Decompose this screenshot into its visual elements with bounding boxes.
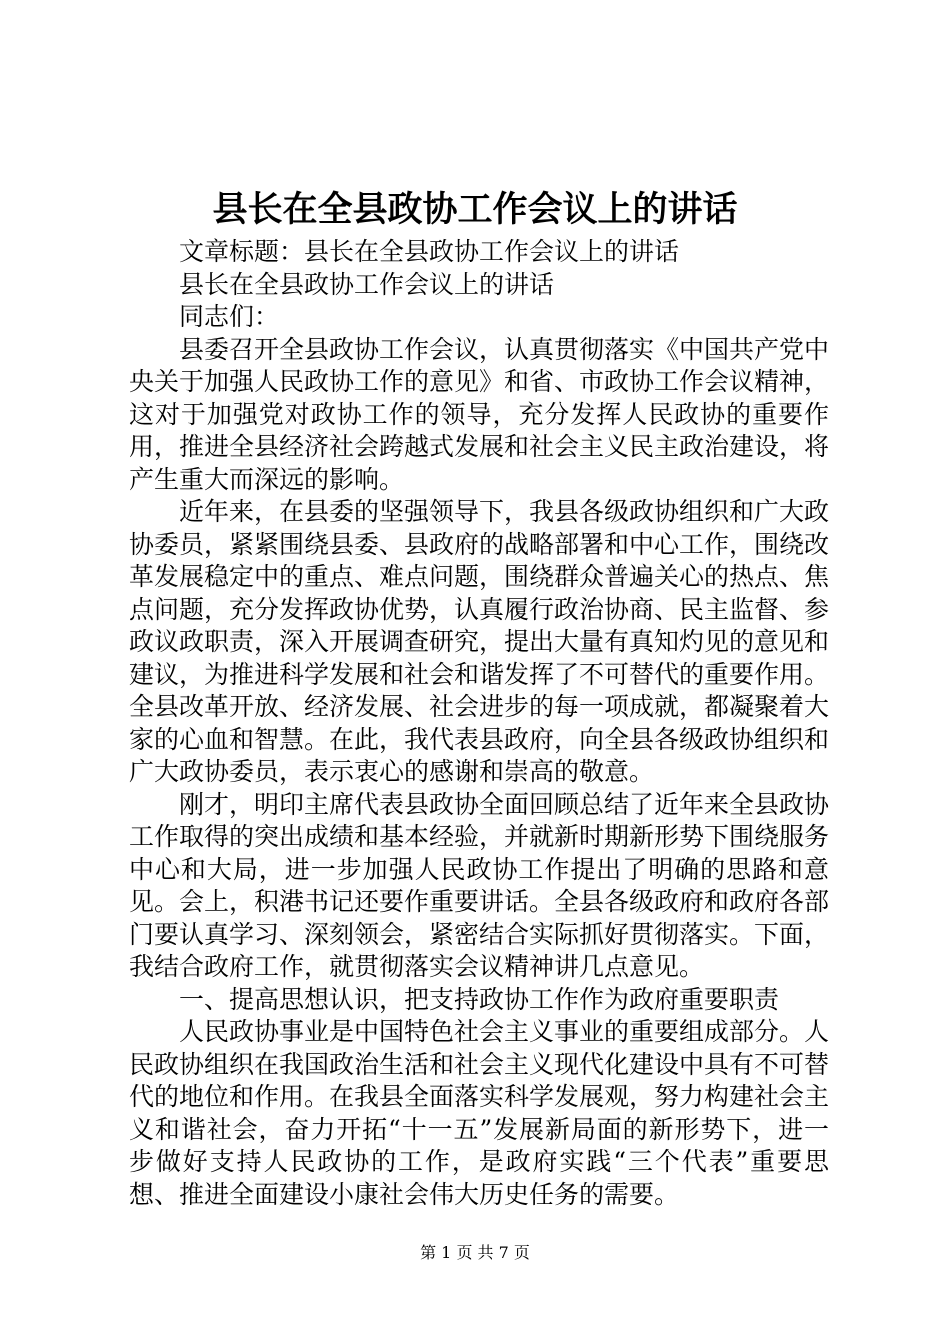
document-body [129,236,829,1211]
document-title: 县长在全县政协工作会议上的讲话 [212,189,738,230]
body-paragraph: 刚才，明印主席代表县政协全面回顾总结了近年来全县政协工作取得的突出成绩和基本经验，并就新时期新形势下围绕服务中心和大局，进一步加强人民政协工作提出了明确的思路和意见。会上，积港书记还要作重要讲话。全县各级政府和政府各部门要认真学习、深刻领会，紧密结合实际抓好贯彻落实。下面，我结合政府工作，就贯彻落实会议精神讲几点意见。 [129,789,830,981]
page-number: 第 1 页 共 7 页 [420,1243,530,1262]
body-paragraph: 近年来，在县委的坚强领导下，我县各级政协组织和广大政协委员，紧紧围绕县委、县政府的战略部署和中心工作，围绕改革发展稳定中的重点、难点问题，围绕群众普遍关心的热点、焦点问题，充分发挥政协优势，认真履行政治协商、民主监督、参政议政职责，深入开展调查研究，提出大量有真知灼见的意见和建议，为推进科学发展和社会和谐发挥了不可替代的重要作用。全县改革开放、经济发展、社会进步的每一项成就，都凝聚着大家的心血和智慧。在此，我代表县政府，向全县各级政协组织和广大政协委员，表示衷心的感谢和崇高的敬意。 [129,497,830,786]
article-title-line: 文章标题：县长在全县政协工作会议上的讲话 [179,237,680,266]
speech-title-line: 县长在全县政协工作会议上的讲话 [179,269,555,299]
section-heading: 一、提高思想认识，把支持政协工作作为政府重要职责 [179,984,780,1014]
body-paragraph: 人民政协事业是中国特色社会主义事业的重要组成部分。人民政协组织在我国政治生活和社会主义现代化建设中具有不可替代的地位和作用。在我县全面落实科学发展观，努力构建社会主义和谐社会，奋力开拓“十一五”发展新局面的新形势下，进一步做好支持人民政协的工作，是政府实践“三个代表”重要思想、推进全面建设小康社会伟大历史任务的需要。 [129,1017,830,1209]
salutation: 同志们： [179,302,280,331]
body-paragraph: 县委召开全县政协工作会议，认真贯彻落实《中国共产党中央关于加强人民政协工作的意见》和省、市政协工作会议精神，这对于加强党对政协工作的领导，充分发挥人民政协的重要作用，推进全县经济社会跨越式发展和社会主义民主政治建设，将产生重大而深远的影响。 [129,334,830,494]
